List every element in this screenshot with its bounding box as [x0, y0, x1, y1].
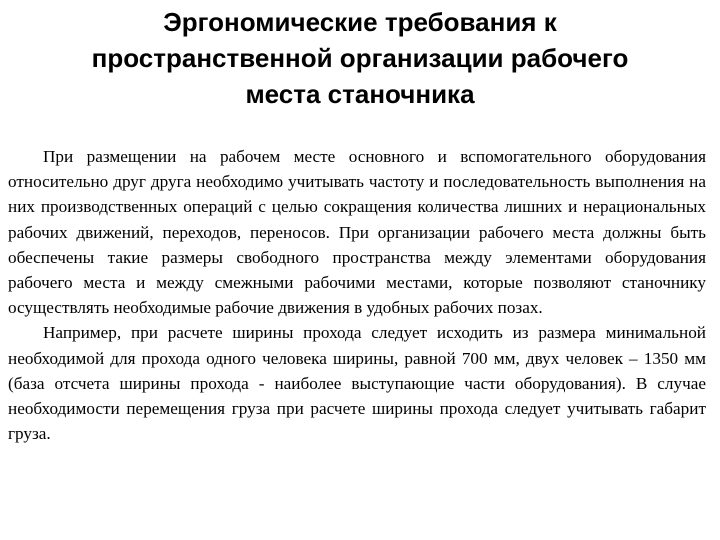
paragraph-1: При размещении на рабочем месте основного и вспомогательного оборудования относительно друг друга необходимо учитывать частоту и последовательность выполнения на них производственных операций с целью сокращения количества лишних и нерациональных рабочих движений, переходов, переносов. При организации рабочего места должны быть обеспечены такие размеры свободного пространства между элементами оборудования рабочего места и между смежными рабочими местами, которые позволяют станочнику осуществлять необходимые рабочие движения в удобных рабочих позах.: [8, 147, 706, 318]
slide-title: [40, 4, 680, 112]
title-line-2: пространственной организации рабочего: [91, 43, 629, 73]
paragraph-2: Например, при расчете ширины прохода следует исходить из размера минимальной необходимой для прохода одного человека ширины, равной 700 мм, двух человек – 1350 мм (база отсчета ширины прохода - наиболее выступающие части оборудования). В случае необходимости перемещения груза при расчете ширины прохода следует учитывать габарит груза.: [8, 323, 706, 444]
title-line-1: Эргономические требования к: [163, 7, 557, 37]
body-text: [8, 144, 706, 446]
title-line-3: места станочника: [245, 79, 475, 109]
